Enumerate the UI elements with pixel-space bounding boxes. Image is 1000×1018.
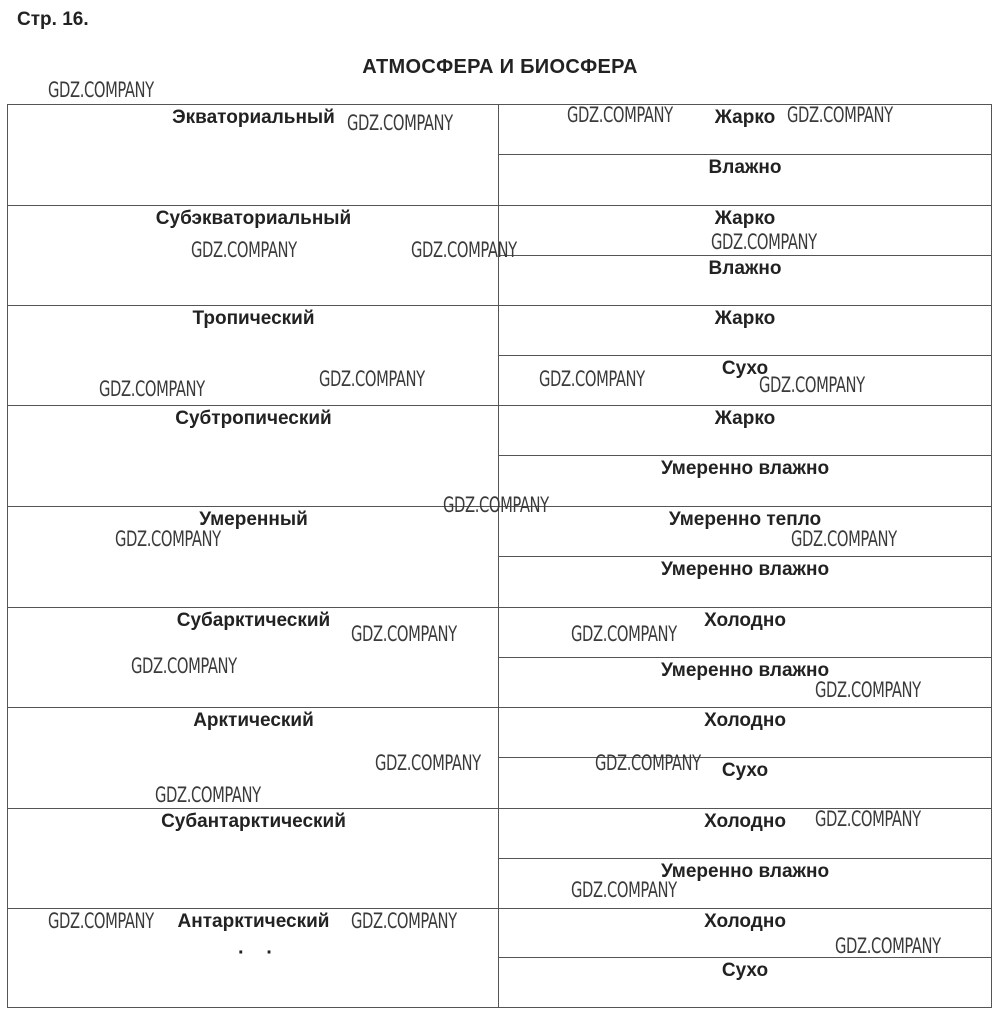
watermark: GDZ.COMPANY — [48, 909, 154, 933]
humidity-label: Умеренно влажно — [660, 860, 830, 882]
watermark: GDZ.COMPANY — [443, 493, 549, 517]
humidity-label: Умеренно влажно — [660, 559, 830, 580]
char-cell — [499, 958, 991, 1007]
watermark: GDZ.COMPANY — [759, 373, 865, 397]
page-number: Стр. 16. — [17, 9, 89, 30]
temperature-label: Холодно — [704, 610, 786, 631]
watermark: GDZ.COMPANY — [595, 751, 701, 775]
watermark: GDZ.COMPANY — [319, 367, 425, 391]
watermark: GDZ.COMPANY — [131, 654, 237, 678]
temperature-label: Холодно — [704, 811, 786, 832]
zone-cell — [8, 507, 499, 607]
char-cell — [499, 758, 991, 808]
humidity-label: Сухо — [721, 357, 769, 379]
watermark: GDZ.COMPANY — [351, 909, 457, 933]
watermark: GDZ.COMPANY — [411, 238, 517, 262]
zone-name: Субарктический — [176, 610, 331, 631]
watermark: GDZ.COMPANY — [787, 103, 893, 127]
watermark: GDZ.COMPANY — [571, 622, 677, 646]
zone-name: Субэкваториальный — [155, 208, 352, 229]
char-cell — [499, 155, 991, 205]
char-cell — [499, 406, 991, 456]
temperature-label: Жарко — [714, 208, 776, 229]
zone-name: Умеренный — [199, 509, 308, 530]
watermark: GDZ.COMPANY — [571, 878, 677, 902]
watermark: GDZ.COMPANY — [835, 934, 941, 958]
humidity-label: Сухо — [721, 960, 769, 981]
watermark: GDZ.COMPANY — [99, 377, 205, 401]
watermark: GDZ.COMPANY — [48, 78, 154, 102]
zone-cell — [8, 406, 499, 506]
watermark: GDZ.COMPANY — [711, 230, 817, 254]
watermark: GDZ.COMPANY — [791, 527, 897, 551]
watermark: GDZ.COMPANY — [115, 527, 221, 551]
page-title: АТМОСФЕРА И БИОСФЕРА — [362, 56, 638, 78]
zone-cell — [8, 809, 499, 908]
watermark: GDZ.COMPANY — [155, 783, 261, 807]
temperature-label: Умеренно тепло — [668, 509, 822, 530]
temperature-label: Жарко — [714, 308, 776, 329]
table-row — [8, 406, 991, 507]
char-cell — [499, 507, 991, 557]
zone-name: Экваториальный — [172, 107, 335, 128]
temperature-label: Жарко — [714, 408, 776, 429]
temperature-label: Жарко — [714, 107, 776, 128]
table-row — [8, 909, 991, 1007]
temperature-label: Холодно — [704, 710, 786, 731]
char-cell — [499, 557, 991, 607]
zone-name: Арктический — [193, 710, 314, 731]
humidity-label: Умеренно влажно — [660, 458, 830, 479]
char-cell — [499, 256, 991, 306]
char-cell — [499, 306, 991, 356]
zone-name: Антарктический — [177, 911, 330, 932]
humidity-label: Сухо — [721, 760, 769, 781]
humidity-label: Умеренно влажно — [660, 659, 830, 681]
watermark: GDZ.COMPANY — [539, 367, 645, 391]
watermark: GDZ.COMPANY — [351, 622, 457, 646]
watermark: GDZ.COMPANY — [375, 751, 481, 775]
watermark: GDZ.COMPANY — [191, 238, 297, 262]
watermark: GDZ.COMPANY — [815, 807, 921, 831]
watermark: GDZ.COMPANY — [567, 103, 673, 127]
watermark: GDZ.COMPANY — [815, 678, 921, 702]
char-cell — [499, 708, 991, 758]
humidity-label: Влажно — [708, 157, 782, 178]
char-cell — [499, 456, 991, 506]
zone-name: Субантарктический — [161, 811, 346, 832]
zone-name: Тропический — [192, 308, 315, 329]
humidity-label: Влажно — [708, 257, 782, 279]
temperature-label: Холодно — [704, 911, 786, 932]
watermark: GDZ.COMPANY — [347, 111, 453, 135]
stray-marks: · · — [238, 942, 281, 964]
table-row — [8, 507, 991, 608]
zone-name: Субтропический — [175, 408, 332, 429]
zone-cell — [8, 306, 499, 405]
